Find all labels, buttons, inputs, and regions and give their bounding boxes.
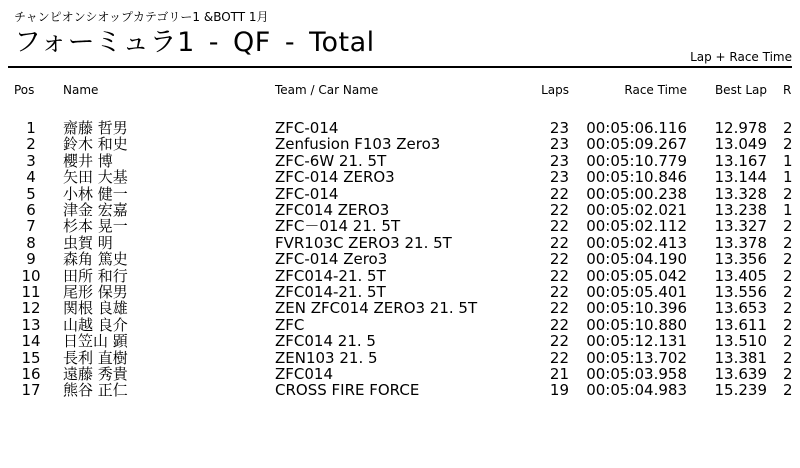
row-race-time: 00:05:05.042 <box>586 266 687 285</box>
table-row <box>0 268 800 284</box>
table-row <box>0 382 800 398</box>
row-laps: 23 <box>549 119 569 137</box>
table-row <box>0 317 800 333</box>
row-position: 10 <box>21 266 41 285</box>
row-driver-name: 熊谷 正仁 <box>63 381 128 400</box>
row-race-time: 00:05:02.413 <box>586 233 687 252</box>
row-team-car: ZFC014 <box>275 365 334 383</box>
row-race-time: 00:05:10.779 <box>586 151 687 170</box>
row-team-car: Zenfusion F103 Zero3 <box>275 135 441 154</box>
row-race-time: 00:05:00.238 <box>586 184 687 203</box>
table-row <box>0 136 800 152</box>
title-session: QF <box>233 27 271 58</box>
row-team-car: ZEN ZFC014 ZERO3 21. 5T <box>275 299 478 318</box>
row-race-time: 00:05:05.401 <box>586 283 687 301</box>
row-race-time: 00:05:02.021 <box>586 201 687 219</box>
row-laps: 22 <box>549 184 569 203</box>
row-position: 14 <box>21 332 41 351</box>
row-driver-name: 矢田 大基 <box>63 168 128 187</box>
row-laps: 22 <box>549 315 569 334</box>
row-team-car: ZFC-014 ZERO3 <box>275 168 395 187</box>
column-header-race-time: Race Time <box>624 83 687 97</box>
row-laps: 23 <box>549 135 569 154</box>
row-r: 2 <box>783 348 793 367</box>
row-position: 7 <box>26 217 36 236</box>
row-best-lap: 13.327 <box>714 217 767 236</box>
row-driver-name: 日笠山 顕 <box>63 332 128 351</box>
row-best-lap: 13.167 <box>714 151 767 170</box>
row-best-lap: 13.238 <box>714 201 767 219</box>
row-race-time: 00:05:04.190 <box>586 250 687 269</box>
row-r: 2 <box>783 135 793 154</box>
row-r: 1 <box>783 201 793 219</box>
row-team-car: CROSS FIRE FORCE <box>275 381 420 400</box>
row-laps: 22 <box>549 332 569 351</box>
row-race-time: 00:05:02.112 <box>586 217 687 236</box>
row-laps: 19 <box>549 381 569 400</box>
row-laps: 22 <box>549 233 569 252</box>
table-row <box>0 153 800 169</box>
row-laps: 23 <box>549 151 569 170</box>
row-driver-name: 遠藤 秀貴 <box>63 365 128 383</box>
title-separator: - <box>208 27 220 58</box>
header-divider <box>8 66 792 68</box>
column-header-name: Name <box>63 83 99 97</box>
row-r: 1 <box>783 151 793 170</box>
row-laps: 22 <box>549 217 569 236</box>
table-row <box>0 235 800 251</box>
row-position: 13 <box>21 315 41 334</box>
row-driver-name: 森角 篤史 <box>63 250 128 269</box>
row-driver-name: 尾形 保男 <box>63 283 128 301</box>
row-best-lap: 13.611 <box>714 315 767 334</box>
row-team-car: FVR103C ZERO3 21. 5T <box>275 233 452 252</box>
row-r: 2 <box>783 332 793 351</box>
row-driver-name: 関根 良雄 <box>63 299 128 318</box>
row-best-lap: 13.144 <box>714 168 767 187</box>
row-laps: 22 <box>549 348 569 367</box>
row-team-car: ZFC <box>275 315 305 334</box>
title-category: フォーミュラ1 <box>14 27 195 58</box>
row-race-time: 00:05:03.958 <box>586 365 687 383</box>
row-r: 2 <box>783 250 793 269</box>
row-position: 6 <box>26 201 36 219</box>
row-r: 2 <box>783 119 793 137</box>
page-subtitle: チャンピオンシオップカテゴリー1 &BOTT 1月 <box>14 10 269 24</box>
row-laps: 22 <box>549 250 569 269</box>
row-position: 3 <box>26 151 36 170</box>
row-best-lap: 13.405 <box>714 266 767 285</box>
row-r: 2 <box>783 184 793 203</box>
column-header-laps: Laps <box>541 83 569 97</box>
row-best-lap: 13.356 <box>714 250 767 269</box>
row-team-car: ZFC014-21. 5T <box>275 266 386 285</box>
row-driver-name: 櫻井 博 <box>63 151 113 170</box>
title-mode: Total <box>309 27 375 58</box>
row-laps: 22 <box>549 283 569 301</box>
row-r: 2 <box>783 365 793 383</box>
table-row <box>0 366 800 382</box>
row-best-lap: 13.378 <box>714 233 767 252</box>
column-header-pos: Pos <box>14 83 35 97</box>
table-row <box>0 202 800 218</box>
table-row <box>0 333 800 349</box>
table-row <box>0 169 800 185</box>
table-header <box>0 82 800 98</box>
row-best-lap: 15.239 <box>714 381 767 400</box>
row-team-car: ZFC－014 21. 5T <box>275 217 401 236</box>
row-race-time: 00:05:10.880 <box>586 315 687 334</box>
row-r: 2 <box>783 283 793 301</box>
row-best-lap: 13.381 <box>714 348 767 367</box>
row-position: 15 <box>21 348 41 367</box>
row-race-time: 00:05:10.396 <box>586 299 687 318</box>
row-driver-name: 虫賀 明 <box>63 233 113 252</box>
table-row <box>0 120 800 136</box>
row-driver-name: 小林 健一 <box>63 184 128 203</box>
table-row <box>0 186 800 202</box>
row-laps: 23 <box>549 168 569 187</box>
row-team-car: ZFC-014 <box>275 119 339 137</box>
row-best-lap: 13.328 <box>714 184 767 203</box>
row-position: 2 <box>26 135 36 154</box>
row-driver-name: 津金 宏嘉 <box>63 201 128 219</box>
row-laps: 22 <box>549 299 569 318</box>
title-separator: - <box>284 27 296 58</box>
row-driver-name: 長利 直樹 <box>63 348 128 367</box>
ranking-basis-caption: Lap + Race Time <box>690 50 792 64</box>
row-position: 12 <box>21 299 41 318</box>
row-position: 16 <box>21 365 41 383</box>
row-position: 8 <box>26 233 36 252</box>
row-r: 2 <box>783 266 793 285</box>
row-best-lap: 13.510 <box>714 332 767 351</box>
row-race-time: 00:05:06.116 <box>586 119 687 137</box>
row-driver-name: 山越 良介 <box>63 315 128 334</box>
row-driver-name: 杉本 晃一 <box>63 217 128 236</box>
table-row <box>0 300 800 316</box>
row-position: 4 <box>26 168 36 187</box>
row-best-lap: 13.556 <box>714 283 767 301</box>
row-race-time: 00:05:10.846 <box>586 168 687 187</box>
row-best-lap: 12.978 <box>714 119 767 137</box>
row-team-car: ZFC014-21. 5T <box>275 283 386 301</box>
row-team-car: ZFC014 ZERO3 <box>275 201 390 219</box>
table-row <box>0 350 800 366</box>
row-team-car: ZEN103 21. 5 <box>275 348 378 367</box>
row-best-lap: 13.653 <box>714 299 767 318</box>
row-position: 9 <box>26 250 36 269</box>
row-position: 1 <box>26 119 36 137</box>
column-header-team: Team / Car Name <box>275 83 379 97</box>
column-header-best-lap: Best Lap <box>714 83 767 97</box>
row-team-car: ZFC-6W 21. 5T <box>275 151 387 170</box>
row-position: 17 <box>21 381 41 400</box>
row-driver-name: 田所 和行 <box>63 266 128 285</box>
table-row <box>0 251 800 267</box>
row-driver-name: 齋藤 哲男 <box>63 119 128 137</box>
row-best-lap: 13.639 <box>714 365 767 383</box>
row-r: 2 <box>783 233 793 252</box>
row-team-car: ZFC-014 <box>275 184 339 203</box>
row-r: 2 <box>783 315 793 334</box>
row-laps: 21 <box>549 365 569 383</box>
row-r: 2 <box>783 381 793 400</box>
row-laps: 22 <box>549 266 569 285</box>
table-row <box>0 284 800 300</box>
row-race-time: 00:05:12.131 <box>586 332 687 351</box>
row-r: 2 <box>783 217 793 236</box>
row-race-time: 00:05:13.702 <box>586 348 687 367</box>
row-position: 5 <box>26 184 36 203</box>
row-race-time: 00:05:09.267 <box>586 135 687 154</box>
row-team-car: ZFC-014 Zero3 <box>275 250 388 269</box>
page-title <box>14 26 375 60</box>
row-laps: 22 <box>549 201 569 219</box>
row-team-car: ZFC014 21. 5 <box>275 332 376 351</box>
row-position: 11 <box>21 283 41 301</box>
row-r: 1 <box>783 168 793 187</box>
column-header-r: R <box>783 83 792 97</box>
table-row <box>0 218 800 234</box>
row-driver-name: 鈴木 和史 <box>63 135 128 154</box>
row-best-lap: 13.049 <box>714 135 767 154</box>
row-race-time: 00:05:04.983 <box>586 381 687 400</box>
row-r: 2 <box>783 299 793 318</box>
